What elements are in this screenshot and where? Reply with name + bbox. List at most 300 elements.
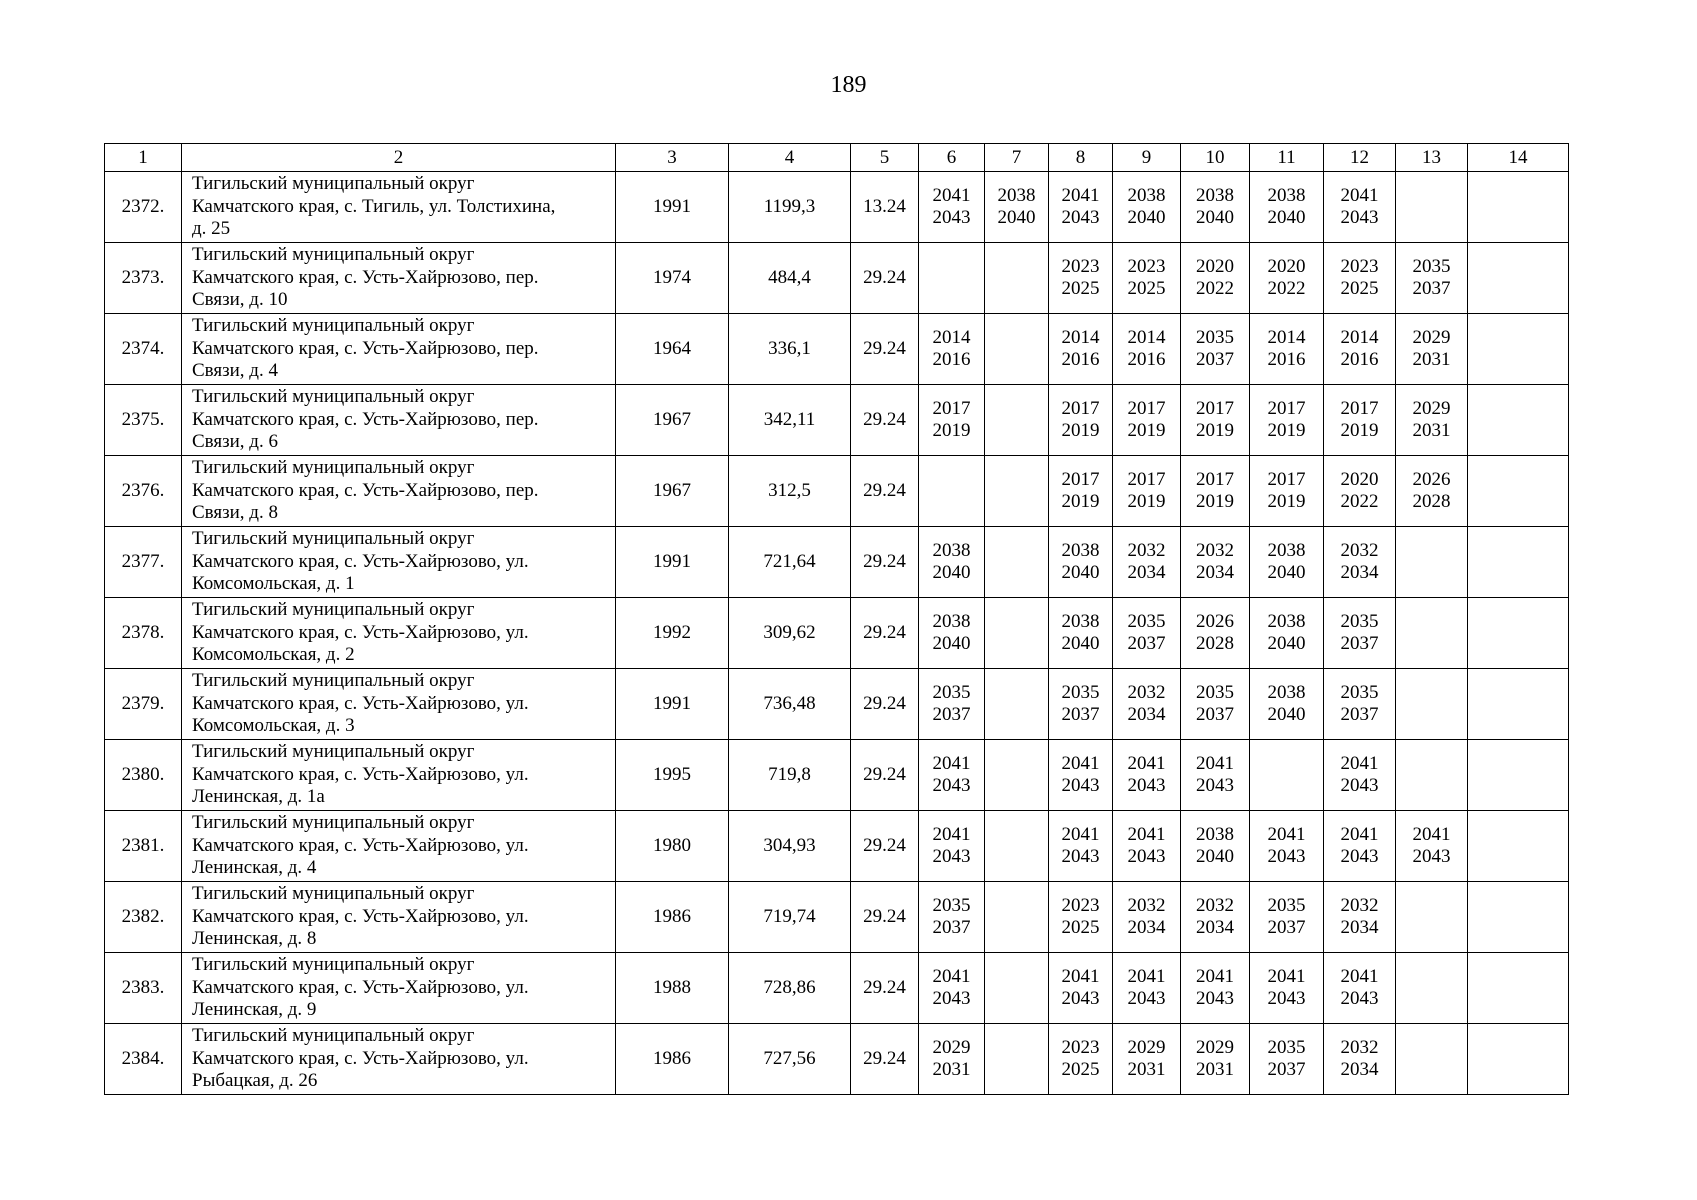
period-year: 2031 [1412,420,1451,441]
period-year: 2026 [1412,469,1451,490]
address-cell [182,385,616,456]
period-year: 2014 [1267,327,1306,348]
period-cell-col-10 [1181,314,1250,385]
total-area-cell: 719,8 [729,740,851,811]
period-year: 2032 [1127,682,1166,703]
table-row [105,172,1569,243]
period-year: 2020 [1340,469,1379,490]
column-header-4: 4 [729,144,851,172]
period-cell-col-13 [1396,527,1468,598]
period-cell-col-10 [1181,527,1250,598]
row-number-cell: 2380. [105,740,182,811]
period-year: 2035 [1340,611,1379,632]
period-cell-col-10 [1181,740,1250,811]
period-year: 2020 [1267,256,1306,277]
construction-year-cell: 1991 [616,172,729,243]
period-cell-col-7 [985,811,1049,882]
period-year: 2037 [1196,349,1234,370]
period-cell-col-14 [1468,243,1569,314]
period-year: 2023 [1127,256,1166,277]
period-year: 2019 [1061,491,1100,512]
construction-year-cell: 1991 [616,527,729,598]
period-year: 2029 [1127,1037,1166,1058]
period-cell-col-14 [1468,953,1569,1024]
period-year: 2022 [1267,278,1306,299]
period-year: 2043 [1061,846,1100,867]
code-cell: 29.24 [851,953,919,1024]
address-line: Тигильский муниципальный округ [192,315,475,337]
period-year: 2029 [1412,327,1451,348]
period-year: 2043 [1412,846,1451,867]
period-year: 2041 [1196,753,1234,774]
period-year: 2019 [932,420,971,441]
period-year: 2040 [932,562,971,583]
period-year: 2032 [1127,540,1166,561]
period-year: 2034 [1127,704,1166,725]
row-number-cell: 2377. [105,527,182,598]
address-line: Тигильский муниципальный округ [192,741,475,763]
period-year: 2017 [1061,398,1100,419]
period-cell-col-8 [1049,527,1113,598]
table-row [105,243,1569,314]
column-header-14: 14 [1468,144,1569,172]
period-year: 2019 [1127,491,1166,512]
code-cell: 29.24 [851,1024,919,1095]
period-cell-col-7 [985,243,1049,314]
period-year: 2040 [1127,207,1166,228]
period-year: 2038 [1267,540,1306,561]
code-cell: 29.24 [851,598,919,669]
total-area-cell: 336,1 [729,314,851,385]
address-line: Камчатского края, с. Усть-Хайрюзово, ул. [192,834,529,856]
period-year: 2034 [1196,562,1234,583]
address-line: Камчатского края, с. Усть-Хайрюзово, ул. [192,1047,529,1069]
address-line: Рыбацкая, д. 26 [192,1070,318,1092]
period-cell-col-11 [1250,314,1324,385]
row-number-cell: 2383. [105,953,182,1024]
code-cell: 29.24 [851,243,919,314]
period-cell-col-12 [1324,314,1396,385]
period-year: 2017 [932,398,971,419]
building-registry-table [104,143,1569,1095]
address-line: Связи, д. 8 [192,502,278,524]
period-cell-col-7 [985,527,1049,598]
period-year: 2038 [1127,185,1166,206]
period-cell-col-7 [985,882,1049,953]
period-cell-col-7 [985,669,1049,740]
address-line: Тигильский муниципальный округ [192,954,475,976]
period-year: 2038 [1267,611,1306,632]
period-cell-col-11 [1250,740,1324,811]
period-year: 2038 [997,185,1036,206]
period-year: 2016 [1340,349,1379,370]
period-cell-col-13 [1396,740,1468,811]
column-header-5: 5 [851,144,919,172]
period-year: 2025 [1061,1059,1100,1080]
period-year: 2035 [1196,327,1234,348]
period-cell-col-9 [1113,953,1181,1024]
period-cell-col-9 [1113,385,1181,456]
row-number-cell: 2381. [105,811,182,882]
address-cell [182,172,616,243]
period-cell-col-11 [1250,669,1324,740]
period-cell-col-12 [1324,598,1396,669]
period-year: 2041 [1127,966,1166,987]
period-cell-col-10 [1181,1024,1250,1095]
period-cell-col-13 [1396,598,1468,669]
period-year: 2034 [1196,917,1234,938]
table-row [105,811,1569,882]
address-line: Тигильский муниципальный округ [192,457,475,479]
period-cell-col-12 [1324,385,1396,456]
period-year: 2043 [932,207,971,228]
column-header-12: 12 [1324,144,1396,172]
table-row [105,669,1569,740]
period-year: 2019 [1267,420,1306,441]
period-year: 2035 [1196,682,1234,703]
period-year: 2032 [1340,895,1379,916]
period-cell-col-6 [919,243,985,314]
construction-year-cell: 1986 [616,1024,729,1095]
period-year: 2038 [1267,682,1306,703]
table-row [105,740,1569,811]
period-cell-col-12 [1324,669,1396,740]
period-year: 2025 [1061,278,1100,299]
table-row [105,314,1569,385]
total-area-cell: 727,56 [729,1024,851,1095]
total-area-cell: 312,5 [729,456,851,527]
period-year: 2037 [1196,704,1234,725]
period-cell-col-11 [1250,385,1324,456]
period-year: 2019 [1340,420,1379,441]
address-line: Камчатского края, с. Усть-Хайрюзово, ул. [192,905,529,927]
row-number-cell: 2372. [105,172,182,243]
period-cell-col-11 [1250,243,1324,314]
period-year: 2041 [1267,966,1306,987]
period-year: 2019 [1267,491,1306,512]
table-row [105,882,1569,953]
period-year: 2023 [1340,256,1379,277]
address-line: Камчатского края, с. Усть-Хайрюзово, пер. [192,408,539,430]
construction-year-cell: 1995 [616,740,729,811]
address-line: Тигильский муниципальный округ [192,670,475,692]
period-cell-col-6 [919,953,985,1024]
period-year: 2014 [932,327,971,348]
period-year: 2040 [1061,562,1100,583]
period-year: 2017 [1267,469,1306,490]
period-year: 2031 [932,1059,971,1080]
period-year: 2041 [1061,824,1100,845]
period-cell-col-12 [1324,456,1396,527]
period-cell-col-14 [1468,882,1569,953]
total-area-cell: 719,74 [729,882,851,953]
period-year: 2037 [1412,278,1451,299]
period-year: 2040 [1267,207,1306,228]
period-year: 2041 [1340,966,1379,987]
period-cell-col-6 [919,740,985,811]
period-cell-col-13 [1396,314,1468,385]
period-year: 2023 [1061,256,1100,277]
column-header-1: 1 [105,144,182,172]
table-body [105,172,1569,1095]
period-cell-col-11 [1250,882,1324,953]
period-cell-col-7 [985,456,1049,527]
period-year: 2043 [1127,775,1166,796]
period-year: 2019 [1127,420,1166,441]
period-cell-col-6 [919,882,985,953]
column-header-7: 7 [985,144,1049,172]
total-area-cell: 304,93 [729,811,851,882]
period-cell-col-11 [1250,1024,1324,1095]
period-year: 2037 [932,704,971,725]
period-cell-col-7 [985,1024,1049,1095]
period-year: 2041 [932,185,971,206]
period-year: 2043 [1127,988,1166,1009]
period-cell-col-8 [1049,598,1113,669]
column-header-8: 8 [1049,144,1113,172]
period-cell-col-8 [1049,1024,1113,1095]
period-year: 2025 [1127,278,1166,299]
address-line: Тигильский муниципальный округ [192,528,475,550]
address-cell [182,740,616,811]
code-cell: 29.24 [851,669,919,740]
address-line: Камчатского края, с. Усть-Хайрюзово, пер. [192,266,539,288]
address-line: Тигильский муниципальный округ [192,386,475,408]
period-year: 2019 [1196,491,1234,512]
address-cell [182,1024,616,1095]
period-year: 2041 [1196,966,1234,987]
period-cell-col-12 [1324,953,1396,1024]
period-cell-col-7 [985,385,1049,456]
period-cell-col-7 [985,172,1049,243]
period-year: 2017 [1196,469,1234,490]
period-cell-col-12 [1324,527,1396,598]
period-cell-col-11 [1250,953,1324,1024]
period-cell-col-8 [1049,740,1113,811]
period-cell-col-14 [1468,385,1569,456]
row-number-cell: 2382. [105,882,182,953]
period-cell-col-13 [1396,172,1468,243]
period-year: 2022 [1196,278,1234,299]
period-cell-col-7 [985,953,1049,1024]
construction-year-cell: 1974 [616,243,729,314]
address-line: Камчатского края, с. Усть-Хайрюзово, ул. [192,763,529,785]
period-year: 2041 [1061,185,1100,206]
period-year: 2032 [1196,540,1234,561]
period-cell-col-6 [919,172,985,243]
period-cell-col-14 [1468,669,1569,740]
address-line: д. 25 [192,218,231,240]
address-cell [182,598,616,669]
period-year: 2029 [1196,1037,1234,1058]
column-header-3: 3 [616,144,729,172]
construction-year-cell: 1991 [616,669,729,740]
period-year: 2041 [1061,966,1100,987]
period-year: 2041 [1127,753,1166,774]
period-year: 2017 [1061,469,1100,490]
period-year: 2043 [1196,988,1234,1009]
period-year: 2032 [1127,895,1166,916]
period-cell-col-13 [1396,669,1468,740]
period-year: 2043 [1340,775,1379,796]
period-cell-col-11 [1250,527,1324,598]
period-year: 2038 [1196,185,1234,206]
period-year: 2019 [1196,420,1234,441]
period-cell-col-11 [1250,456,1324,527]
address-cell [182,527,616,598]
address-line: Камчатского края, с. Усть-Хайрюзово, ул. [192,976,529,998]
period-year: 2041 [932,824,971,845]
construction-year-cell: 1964 [616,314,729,385]
period-year: 2040 [932,633,971,654]
period-cell-col-8 [1049,385,1113,456]
period-year: 2028 [1196,633,1234,654]
code-cell: 29.24 [851,456,919,527]
column-header-9: 9 [1113,144,1181,172]
period-cell-col-12 [1324,740,1396,811]
period-cell-col-9 [1113,243,1181,314]
period-year: 2038 [932,540,971,561]
row-number-cell: 2375. [105,385,182,456]
code-cell: 13.24 [851,172,919,243]
row-number-cell: 2378. [105,598,182,669]
period-year: 2043 [1061,775,1100,796]
code-cell: 29.24 [851,385,919,456]
period-year: 2038 [932,611,971,632]
address-line: Камчатского края, с. Усть-Хайрюзово, пер. [192,479,539,501]
column-header-6: 6 [919,144,985,172]
period-year: 2034 [1340,1059,1379,1080]
period-year: 2034 [1127,917,1166,938]
period-year: 2031 [1196,1059,1234,1080]
row-number-cell: 2379. [105,669,182,740]
table-row [105,527,1569,598]
period-year: 2043 [1196,775,1234,796]
period-cell-col-13 [1396,456,1468,527]
period-cell-col-10 [1181,243,1250,314]
period-cell-col-6 [919,811,985,882]
period-year: 2040 [1267,704,1306,725]
period-year: 2016 [1267,349,1306,370]
period-year: 2037 [1267,1059,1306,1080]
period-cell-col-10 [1181,669,1250,740]
period-year: 2016 [1061,349,1100,370]
address-cell [182,314,616,385]
period-year: 2040 [1196,207,1234,228]
table-row [105,1024,1569,1095]
period-year: 2014 [1340,327,1379,348]
period-cell-col-14 [1468,172,1569,243]
construction-year-cell: 1967 [616,456,729,527]
period-cell-col-8 [1049,953,1113,1024]
period-year: 2040 [1061,633,1100,654]
address-line: Ленинская, д. 8 [192,928,317,950]
period-year: 2019 [1061,420,1100,441]
period-cell-col-14 [1468,527,1569,598]
period-year: 2041 [932,966,971,987]
period-year: 2035 [1267,1037,1306,1058]
construction-year-cell: 1980 [616,811,729,882]
code-cell: 29.24 [851,882,919,953]
period-cell-col-9 [1113,598,1181,669]
address-cell [182,953,616,1024]
period-year: 2037 [932,917,971,938]
address-line: Комсомольская, д. 2 [192,644,355,666]
period-cell-col-14 [1468,456,1569,527]
period-year: 2016 [932,349,971,370]
period-cell-col-14 [1468,1024,1569,1095]
table-row [105,598,1569,669]
period-cell-col-10 [1181,385,1250,456]
period-cell-col-11 [1250,598,1324,669]
period-year: 2041 [1340,753,1379,774]
period-year: 2026 [1196,611,1234,632]
period-cell-col-9 [1113,1024,1181,1095]
row-number-cell: 2374. [105,314,182,385]
address-line: Связи, д. 4 [192,360,278,382]
period-year: 2041 [1412,824,1451,845]
address-line: Камчатского края, с. Тигиль, ул. Толстихина, [192,195,556,217]
address-line: Тигильский муниципальный округ [192,173,475,195]
period-cell-col-6 [919,314,985,385]
period-cell-col-8 [1049,172,1113,243]
code-cell: 29.24 [851,811,919,882]
table-row [105,953,1569,1024]
construction-year-cell: 1986 [616,882,729,953]
address-line: Камчатского края, с. Усть-Хайрюзово, ул. [192,621,529,643]
period-year: 2032 [1340,1037,1379,1058]
period-cell-col-9 [1113,456,1181,527]
column-header-2: 2 [182,144,616,172]
table-row [105,456,1569,527]
period-year: 2028 [1412,491,1451,512]
address-cell [182,669,616,740]
period-year: 2016 [1127,349,1166,370]
address-line: Тигильский муниципальный округ [192,883,475,905]
period-year: 2038 [1196,824,1234,845]
period-year: 2031 [1127,1059,1166,1080]
period-year: 2040 [997,207,1036,228]
period-cell-col-12 [1324,811,1396,882]
period-year: 2035 [1412,256,1451,277]
address-line: Камчатского края, с. Усть-Хайрюзово, ул. [192,550,529,572]
period-year: 2029 [932,1037,971,1058]
total-area-cell: 728,86 [729,953,851,1024]
period-year: 2037 [1267,917,1306,938]
period-year: 2041 [1340,824,1379,845]
address-line: Ленинская, д. 1а [192,786,325,808]
period-year: 2043 [1061,988,1100,1009]
address-line: Тигильский муниципальный округ [192,244,475,266]
address-line: Ленинская, д. 4 [192,857,317,879]
period-cell-col-6 [919,1024,985,1095]
period-cell-col-9 [1113,527,1181,598]
period-year: 2034 [1340,562,1379,583]
period-year: 2034 [1127,562,1166,583]
address-line: Связи, д. 6 [192,431,278,453]
period-year: 2038 [1061,611,1100,632]
period-year: 2031 [1412,349,1451,370]
period-year: 2014 [1061,327,1100,348]
period-year: 2041 [1340,185,1379,206]
period-cell-col-14 [1468,740,1569,811]
period-cell-col-6 [919,456,985,527]
period-year: 2034 [1340,917,1379,938]
period-cell-col-13 [1396,243,1468,314]
period-cell-col-6 [919,385,985,456]
period-cell-col-8 [1049,314,1113,385]
period-cell-col-11 [1250,172,1324,243]
